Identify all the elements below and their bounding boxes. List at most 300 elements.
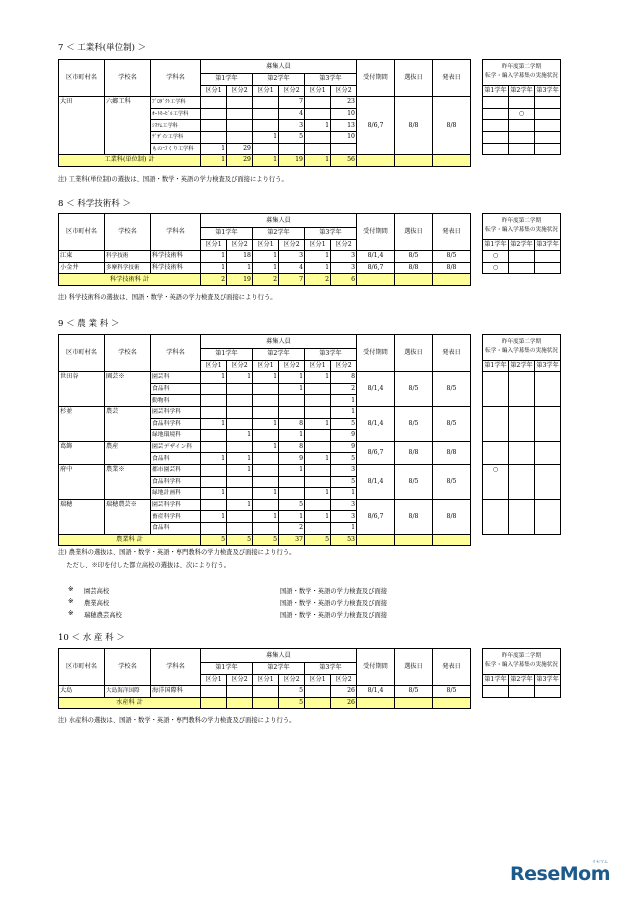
school-cell: 多摩科学技術 <box>105 262 151 274</box>
count-cell: 2 <box>331 383 357 395</box>
past-cell <box>535 499 561 534</box>
count-cell <box>227 511 253 523</box>
special-mark-2: ※ <box>68 598 74 605</box>
total-cell <box>433 697 471 709</box>
count-cell <box>201 383 227 395</box>
past-cell <box>483 499 509 534</box>
school-cell: 六郷工科 <box>105 97 151 155</box>
count-cell <box>201 499 227 511</box>
count-cell: 1 <box>279 511 305 523</box>
count-cell <box>253 686 279 698</box>
past-cell <box>509 143 535 155</box>
count-cell <box>331 143 357 155</box>
col-header-select: 選抜日 <box>395 649 433 686</box>
count-cell: 1 <box>305 372 331 384</box>
count-cell <box>253 464 279 476</box>
select-cell: 8/5 <box>395 251 433 263</box>
col-header-kubun1: 区分1 <box>201 239 227 251</box>
school-cell: 園芸※ <box>105 372 151 407</box>
select-cell: 8/5 <box>395 406 433 441</box>
accept-cell: 8/6,7 <box>357 499 395 534</box>
past-cell <box>483 131 509 143</box>
count-cell <box>227 120 253 132</box>
col-header-past-grade1: 第1学年 <box>483 360 509 372</box>
gap-cell <box>471 108 483 120</box>
total-cell <box>433 274 471 286</box>
col-header-past-grade3: 第3学年 <box>535 85 561 97</box>
count-cell <box>201 395 227 407</box>
section-9-title: 9 ＜ 農 業 科 ＞ <box>58 319 120 329</box>
total-label: 農業科 計 <box>59 534 201 546</box>
col-header-past-grade2: 第2学年 <box>509 674 535 686</box>
col-header-area: 区市町村名 <box>59 335 105 372</box>
gap-cell <box>471 697 483 709</box>
count-cell: 4 <box>279 108 305 120</box>
gap-cell <box>471 335 483 372</box>
count-cell <box>201 697 227 709</box>
dept-cell: 食品科 <box>151 383 201 395</box>
select-cell: 8/8 <box>395 262 433 274</box>
count-cell <box>201 120 227 132</box>
accept-cell: 8/1,4 <box>357 686 395 698</box>
count-cell <box>227 418 253 430</box>
special-school-3: 瑞穂農芸高校 <box>84 612 122 619</box>
past-cell <box>483 143 509 155</box>
count-cell: 2 <box>253 274 279 286</box>
count-cell: 1 <box>253 511 279 523</box>
col-header-kubun1: 区分1 <box>253 674 279 686</box>
dept-cell: 科学技術科 <box>151 251 201 263</box>
past-cell <box>535 686 561 698</box>
count-cell: 1 <box>227 453 253 465</box>
count-cell: 1 <box>201 453 227 465</box>
col-header-kubun2: 区分2 <box>227 360 253 372</box>
past-title-1: 昨年度第二学期 <box>501 218 542 225</box>
brand-logo: ReseMom <box>510 863 610 885</box>
accept-cell: 8/6,7 <box>357 262 395 274</box>
past-cell <box>483 108 509 120</box>
col-header-select: 選抜日 <box>395 60 433 97</box>
col-header-past-grade3: 第3学年 <box>535 674 561 686</box>
gap-cell <box>471 155 483 167</box>
count-cell <box>305 499 331 511</box>
past-cell: ○ <box>483 251 509 263</box>
gap-cell <box>509 534 535 546</box>
past-title-2: 転学・編入学募集の実施状況 <box>485 662 558 669</box>
col-header-kubun1: 区分1 <box>305 85 331 97</box>
count-cell: 9 <box>279 453 305 465</box>
section-9-table <box>58 334 561 546</box>
count-cell <box>227 97 253 109</box>
count-cell: 1 <box>253 372 279 384</box>
past-cell <box>509 262 535 274</box>
col-header-area: 区市町村名 <box>59 214 105 251</box>
count-cell <box>279 476 305 488</box>
count-cell: 10 <box>331 131 357 143</box>
past-cell: ○ <box>483 262 509 274</box>
col-header-kubun1: 区分1 <box>253 85 279 97</box>
count-cell <box>253 522 279 534</box>
past-title-2: 転学・編入学募集の実施状況 <box>485 73 558 80</box>
gap-cell <box>471 251 483 263</box>
table-row <box>59 372 561 384</box>
past-title-1: 昨年度第二学期 <box>501 339 542 346</box>
gap-cell <box>535 155 561 167</box>
count-cell <box>279 488 305 500</box>
count-cell: 26 <box>331 697 357 709</box>
count-cell: 2 <box>201 274 227 286</box>
count-cell <box>305 441 331 453</box>
table-row <box>59 406 561 418</box>
count-cell <box>227 131 253 143</box>
school-cell: 大島海洋国際 <box>105 686 151 698</box>
total-cell <box>433 534 471 546</box>
past-cell <box>535 372 561 407</box>
col-header-past-grade1: 第1学年 <box>483 85 509 97</box>
past-cell <box>535 464 561 499</box>
select-cell: 8/8 <box>395 499 433 534</box>
gap-cell <box>471 120 483 132</box>
col-header-kubun1: 区分1 <box>305 239 331 251</box>
section-9-note-1: 注) 農業科の選抜は、国語・数学・英語・専門教科の学力検査及び面接により行う。 <box>58 549 296 556</box>
gap-cell <box>509 274 535 286</box>
col-header-recruit: 募集人員 <box>201 214 357 228</box>
col-header-past-grade3: 第3学年 <box>535 239 561 251</box>
gap-cell <box>471 534 483 546</box>
col-header-recruit: 募集人員 <box>201 60 357 74</box>
dept-cell: 緑地環境科 <box>151 430 201 442</box>
count-cell <box>201 476 227 488</box>
dept-cell: ｼｽﾃﾑ工学科 <box>151 120 201 132</box>
col-header-grade3: 第3学年 <box>305 74 357 86</box>
count-cell <box>253 453 279 465</box>
count-cell: 29 <box>227 155 253 167</box>
total-cell <box>433 155 471 167</box>
area-cell: 江東 <box>59 251 105 263</box>
past-cell <box>535 108 561 120</box>
past-cell <box>483 441 509 464</box>
count-cell: 1 <box>253 251 279 263</box>
gap-cell <box>471 97 483 109</box>
count-cell <box>201 97 227 109</box>
count-cell: 1 <box>305 262 331 274</box>
count-cell <box>253 430 279 442</box>
count-cell: 56 <box>331 155 357 167</box>
gap-cell <box>471 499 483 534</box>
count-cell: 29 <box>227 143 253 155</box>
count-cell: 8 <box>331 372 357 384</box>
table-row <box>59 441 561 453</box>
accept-cell: 8/1,4 <box>357 464 395 499</box>
gap-cell <box>471 262 483 274</box>
gap-cell <box>471 441 483 464</box>
gap-cell <box>471 214 483 251</box>
table-row <box>59 251 561 263</box>
count-cell <box>201 522 227 534</box>
past-title-2: 転学・編入学募集の実施状況 <box>485 348 558 355</box>
count-cell: 1 <box>305 251 331 263</box>
past-cell <box>535 406 561 441</box>
dept-cell: 都市園芸科 <box>151 464 201 476</box>
past-cell <box>483 97 509 109</box>
count-cell: 3 <box>279 120 305 132</box>
count-cell: 8 <box>279 418 305 430</box>
past-cell <box>509 406 535 441</box>
special-mark-1: ※ <box>68 586 74 593</box>
col-header-past <box>483 214 561 240</box>
count-cell: 3 <box>279 251 305 263</box>
col-header-kubun2: 区分2 <box>279 239 305 251</box>
total-row <box>59 155 561 167</box>
school-cell: 科学技術 <box>105 251 151 263</box>
col-header-grade2: 第2学年 <box>253 74 305 86</box>
section-10-table <box>58 648 561 709</box>
count-cell <box>305 108 331 120</box>
gap-cell <box>483 155 509 167</box>
gap-cell <box>471 143 483 155</box>
count-cell: 1 <box>201 372 227 384</box>
col-header-kubun1: 区分1 <box>201 674 227 686</box>
past-cell <box>483 372 509 407</box>
col-header-grade2: 第2学年 <box>253 663 305 675</box>
count-cell <box>253 108 279 120</box>
past-cell <box>509 251 535 263</box>
past-cell <box>509 441 535 464</box>
dept-cell: 科学技術科 <box>151 262 201 274</box>
count-cell: 10 <box>331 108 357 120</box>
count-cell: 1 <box>253 155 279 167</box>
col-header-accept: 受付期間 <box>357 60 395 97</box>
col-header-dept: 学科名 <box>151 335 201 372</box>
dept-cell: 食品科学科 <box>151 476 201 488</box>
count-cell: 5 <box>331 453 357 465</box>
count-cell: 2 <box>279 522 305 534</box>
count-cell: 5 <box>279 131 305 143</box>
count-cell: 19 <box>279 155 305 167</box>
col-header-past-grade1: 第1学年 <box>483 674 509 686</box>
count-cell: 1 <box>331 522 357 534</box>
count-cell: 1 <box>227 372 253 384</box>
count-cell: 1 <box>331 406 357 418</box>
count-cell <box>201 441 227 453</box>
special-school-2: 農業高校 <box>84 600 110 607</box>
table-row <box>59 464 561 476</box>
select-cell: 8/5 <box>395 686 433 698</box>
col-header-grade1: 第1学年 <box>201 228 253 240</box>
dept-cell: 食品科 <box>151 453 201 465</box>
count-cell <box>305 697 331 709</box>
count-cell: 18 <box>227 251 253 263</box>
count-cell <box>227 406 253 418</box>
accept-cell: 8/1,4 <box>357 251 395 263</box>
col-header-grade3: 第3学年 <box>305 663 357 675</box>
accept-cell: 8/6,7 <box>357 441 395 464</box>
total-cell <box>357 697 395 709</box>
count-cell <box>253 383 279 395</box>
count-cell: 7 <box>279 274 305 286</box>
gap-cell <box>509 155 535 167</box>
section-7-title: 7 ＜ 工業科(単位制) ＞ <box>58 43 147 53</box>
count-cell <box>253 395 279 407</box>
total-row <box>59 697 561 709</box>
count-cell <box>305 143 331 155</box>
count-cell: 5 <box>279 499 305 511</box>
count-cell: 3 <box>331 499 357 511</box>
count-cell <box>201 430 227 442</box>
special-mark-3: ※ <box>68 610 74 617</box>
select-cell: 8/5 <box>395 372 433 407</box>
count-cell: 1 <box>201 511 227 523</box>
dept-cell: 食品科学科 <box>151 418 201 430</box>
count-cell <box>227 522 253 534</box>
count-cell <box>305 464 331 476</box>
area-cell: 杉並 <box>59 406 105 441</box>
count-cell: 1 <box>279 464 305 476</box>
select-cell: 8/5 <box>395 464 433 499</box>
count-cell <box>227 488 253 500</box>
count-cell <box>305 406 331 418</box>
count-cell: 1 <box>305 511 331 523</box>
col-header-select: 選抜日 <box>395 214 433 251</box>
section-8-table <box>58 213 561 286</box>
dept-cell: 海洋国際科 <box>151 686 201 698</box>
col-header-past-grade1: 第1学年 <box>483 239 509 251</box>
past-cell <box>535 143 561 155</box>
count-cell: 1 <box>227 262 253 274</box>
school-cell: 瑞穂農芸※ <box>105 499 151 534</box>
col-header-past-grade2: 第2学年 <box>509 239 535 251</box>
past-title-2: 転学・編入学募集の実施状況 <box>485 227 558 234</box>
past-cell <box>535 251 561 263</box>
col-header-past-grade3: 第3学年 <box>535 360 561 372</box>
total-cell <box>395 274 433 286</box>
count-cell <box>279 406 305 418</box>
col-header-announce: 発表日 <box>433 60 471 97</box>
select-cell: 8/8 <box>395 97 433 155</box>
col-header-school: 学校名 <box>105 214 151 251</box>
count-cell <box>227 383 253 395</box>
count-cell: 8 <box>279 441 305 453</box>
dept-cell: 畜産科学科 <box>151 511 201 523</box>
col-header-kubun1: 区分1 <box>201 360 227 372</box>
col-header-accept: 受付期間 <box>357 214 395 251</box>
count-cell <box>201 464 227 476</box>
count-cell: 1 <box>331 395 357 407</box>
count-cell: 1 <box>201 251 227 263</box>
total-row <box>59 534 561 546</box>
count-cell: 1 <box>253 418 279 430</box>
col-header-past <box>483 60 561 86</box>
count-cell: 1 <box>305 418 331 430</box>
announce-cell: 8/8 <box>433 262 471 274</box>
count-cell: 53 <box>331 534 357 546</box>
count-cell <box>253 97 279 109</box>
count-cell <box>305 686 331 698</box>
special-method-1: 国語・数学・英語の学力検査及び面接 <box>280 588 388 595</box>
gap-cell <box>535 534 561 546</box>
count-cell <box>253 476 279 488</box>
count-cell: 1 <box>253 488 279 500</box>
count-cell: 19 <box>227 274 253 286</box>
count-cell <box>201 406 227 418</box>
dept-cell: 園芸科 <box>151 372 201 384</box>
count-cell: 5 <box>279 697 305 709</box>
gap-cell <box>471 406 483 441</box>
school-cell: 農芸 <box>105 406 151 441</box>
col-header-kubun2: 区分2 <box>279 85 305 97</box>
count-cell: 1 <box>305 453 331 465</box>
count-cell <box>279 395 305 407</box>
count-cell: 3 <box>331 511 357 523</box>
table-row <box>59 97 561 109</box>
col-header-recruit: 募集人員 <box>201 649 357 663</box>
total-row <box>59 274 561 286</box>
section-8-note: 注) 科学技術科の選抜は、国語・数学・英語の学力検査及び面接により行う。 <box>58 294 277 301</box>
count-cell: 3 <box>331 464 357 476</box>
col-header-announce: 発表日 <box>433 214 471 251</box>
total-cell <box>357 274 395 286</box>
dept-cell: 園芸科学科 <box>151 499 201 511</box>
col-header-kubun2: 区分2 <box>331 674 357 686</box>
area-cell: 小金井 <box>59 262 105 274</box>
count-cell: 1 <box>201 418 227 430</box>
section-7-table <box>58 59 561 167</box>
dept-cell: ﾌﾟﾛﾀﾞｸﾄ工学科 <box>151 97 201 109</box>
total-cell <box>395 697 433 709</box>
special-method-2: 国語・数学・英語の学力検査及び面接 <box>280 600 388 607</box>
table-row <box>59 686 561 698</box>
count-cell: 26 <box>331 686 357 698</box>
count-cell: 23 <box>331 97 357 109</box>
col-header-dept: 学科名 <box>151 60 201 97</box>
col-header-grade1: 第1学年 <box>201 74 253 86</box>
col-header-grade3: 第3学年 <box>305 228 357 240</box>
count-cell: 1 <box>253 131 279 143</box>
col-header-grade3: 第3学年 <box>305 349 357 361</box>
count-cell: 1 <box>227 499 253 511</box>
school-cell: 農業※ <box>105 464 151 499</box>
past-cell <box>483 120 509 132</box>
announce-cell: 8/8 <box>433 499 471 534</box>
past-cell <box>535 441 561 464</box>
gap-cell <box>471 372 483 407</box>
past-title-1: 昨年度第二学期 <box>501 653 542 660</box>
col-header-accept: 受付期間 <box>357 335 395 372</box>
area-cell: 大田 <box>59 97 105 155</box>
table-row <box>59 499 561 511</box>
past-cell <box>509 131 535 143</box>
area-cell: 葛飾 <box>59 441 105 464</box>
announce-cell: 8/8 <box>433 97 471 155</box>
past-cell <box>535 97 561 109</box>
past-cell: ○ <box>483 464 509 499</box>
count-cell: 1 <box>279 383 305 395</box>
col-header-grade2: 第2学年 <box>253 349 305 361</box>
col-header-kubun2: 区分2 <box>331 360 357 372</box>
past-cell <box>483 686 509 698</box>
col-header-school: 学校名 <box>105 649 151 686</box>
dept-cell: ﾃﾞｻﾞｲﾝ工学科 <box>151 131 201 143</box>
past-cell <box>509 97 535 109</box>
col-header-dept: 学科名 <box>151 214 201 251</box>
count-cell <box>201 108 227 120</box>
dept-cell: 食品科 <box>151 522 201 534</box>
col-header-past <box>483 649 561 675</box>
count-cell: 1 <box>227 430 253 442</box>
gap-cell <box>483 274 509 286</box>
special-method-3: 国語・数学・英語の学力検査及び面接 <box>280 612 388 619</box>
area-cell: 世田谷 <box>59 372 105 407</box>
